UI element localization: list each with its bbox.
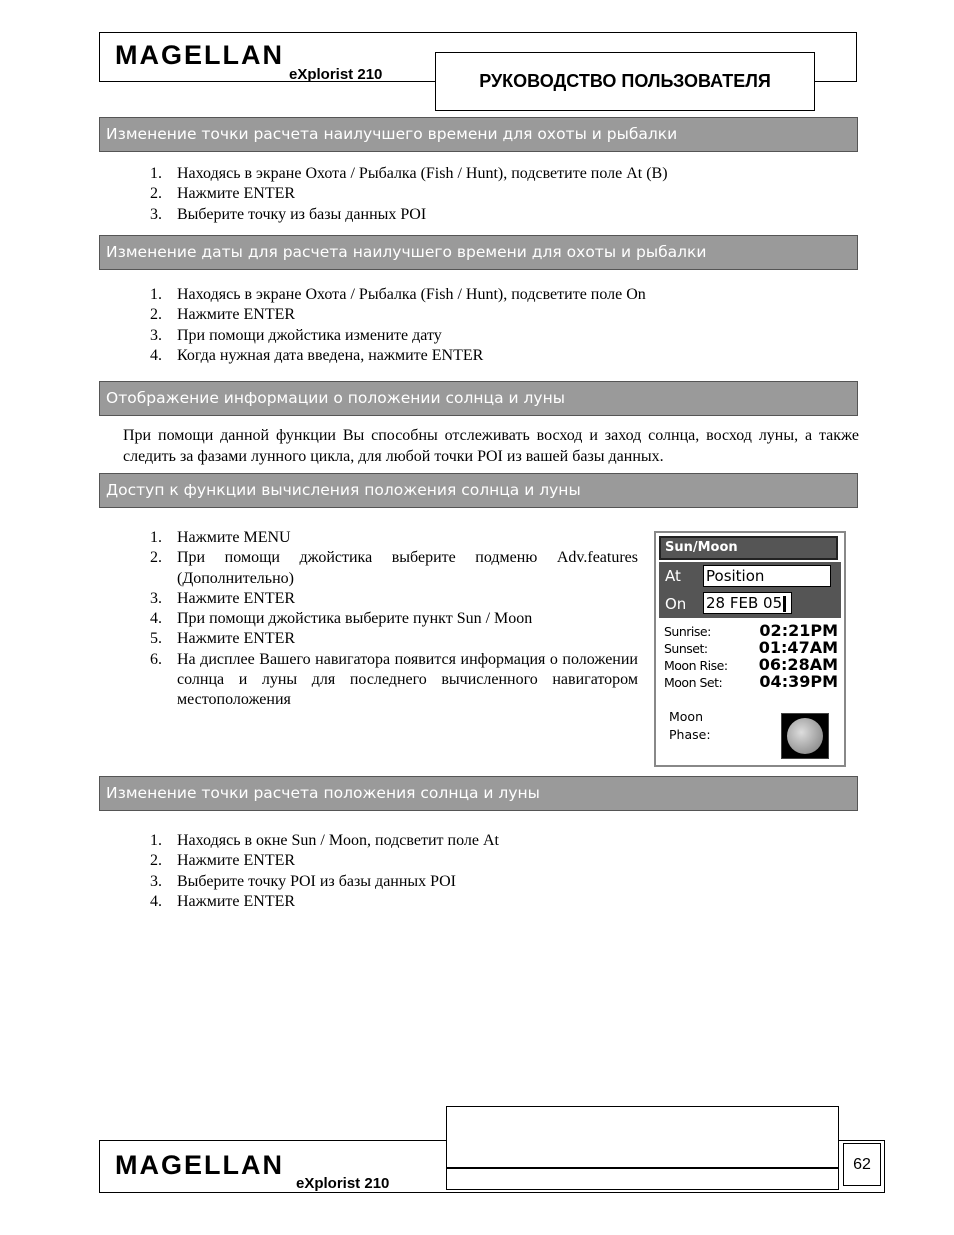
steps-hunt-fish-date [150,285,850,366]
text-cursor [783,596,786,612]
device-input-band [659,562,841,618]
device-row-moonrise: Moon Rise: 06:28AM [664,655,838,674]
list-item: 1. Находясь в экране Охота / Рыбалка (Fish / Hunt), подсветите поле At (B) [150,165,668,182]
list-item: 4. Когда нужная дата введена, нажмите ENTER [150,346,484,364]
device-row-sunset: Sunset: 01:47AM [664,638,838,657]
list-item: 3. Выберите точку POI из базы данных POI [150,872,456,890]
footer-model: eXplorist 210 [296,1175,390,1192]
footer-blank-box [446,1106,839,1168]
list-item: 5. Нажмите ENTER [150,630,296,648]
moon-phase-image [781,713,829,759]
device-phase-label: Phase: [669,727,711,742]
list-item: 1. Нажмите MENU [150,529,291,546]
section-heading-sun-moon-info: Отображение информации о положении солнца и луны [99,381,858,416]
list-item: 2. Нажмите ENTER [150,306,296,324]
section-heading-sun-moon-access: Доступ к функции вычисления положения солнца и луны [99,473,858,508]
footer-blank-strip [446,1168,839,1190]
page-number: 62 [843,1143,881,1186]
sun-moon-device-screen [654,531,846,767]
steps-hunt-fish-point [150,164,850,225]
list-item: 2. Нажмите ENTER [150,185,296,203]
device-at-label: At [665,567,681,585]
device-row-sunrise: Sunrise: 02:21PM [664,621,838,640]
section-heading-sun-moon-point: Изменение точки расчета положения солнца и луны [99,776,858,811]
list-item: 1. Находясь в окне Sun / Moon, подсветит поле At [150,832,499,849]
list-item: 4. При помощи джойстика выберите пункт Sun / Moon [150,610,533,628]
section-heading-hunt-fish-point: Изменение точки расчета наилучшего времени для охоты и рыбалки [99,117,858,152]
steps-sun-moon-point [150,831,850,912]
footer-brand: MAGELLAN [115,1150,284,1180]
list-item: 3. При помощи джойстика измените дату [150,326,442,344]
device-on-label: On [665,595,687,613]
list-item: 4. Нажмите ENTER [150,892,296,910]
list-item: 1. Находясь в экране Охота / Рыбалка (Fish / Hunt), подсветите поле On [150,286,646,303]
list-item: 2. При помощи джойстика выберите подменю Adv.features (Дополнительно) [150,549,638,587]
device-title: Sun/Moon [659,536,838,560]
list-item: 2. Нажмите ENTER [150,852,296,870]
section-heading-hunt-fish-date: Изменение даты для расчета наилучшего времени для охоты и рыбалки [99,235,858,270]
device-row-moonset: Moon Set: 04:39PM [664,672,838,691]
device-on-value: 28 FEB 05 [706,594,783,612]
list-item: 6. На дисплее Вашего навигатора появится информация о положении солнца и луны для последнего вычисленного навигатором местоположения [150,650,638,709]
device-moon-label: Moon [669,709,704,724]
header-model: eXplorist 210 [289,66,383,83]
guide-title: РУКОВОДСТВО ПОЛЬЗОВАТЕЛЯ [435,52,815,111]
steps-sun-moon-access [150,528,638,711]
moon-icon [787,718,823,754]
header-brand: MAGELLAN [115,40,284,70]
sun-moon-description: При помощи данной функции Вы способны отслеживать восход и заход солнца, восход луны, а также следить за фазами лунного цикла, для любой точки POI из вашей базы данных. [123,427,859,465]
list-item: 3. Нажмите ENTER [150,589,296,607]
device-at-field: Position [703,565,831,587]
device-on-field [703,592,792,614]
list-item: 3. Выберите точку из базы данных POI [150,205,427,223]
